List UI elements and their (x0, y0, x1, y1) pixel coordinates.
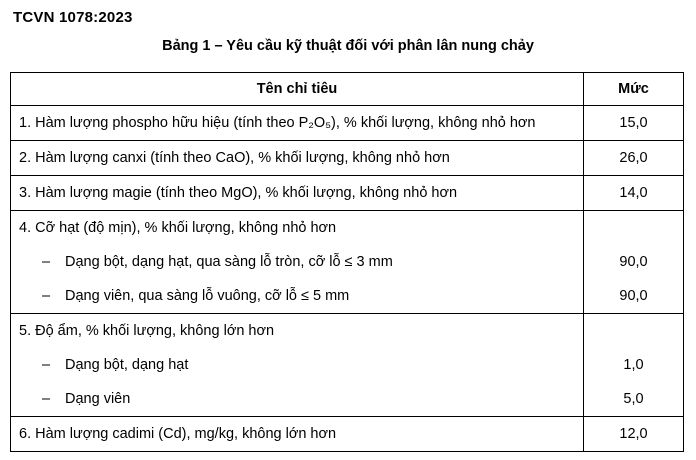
row-value: 26,0 (584, 141, 684, 176)
table-row (11, 211, 684, 314)
table-row (11, 314, 684, 417)
row-label: 3. Hàm lượng magie (tính theo MgO), % khối lượng, không nhỏ hơn (11, 176, 584, 211)
table-row (11, 417, 684, 452)
dash-mark: – (42, 357, 51, 373)
sub-item: – Dạng viên, qua sàng lỗ vuông, cỡ lỗ ≤ 5 mm (11, 279, 583, 313)
sub-item-value: 5,0 (623, 391, 644, 407)
table-header-row (11, 73, 684, 106)
sub-item: – Dạng viên (11, 382, 583, 416)
requirements-table (10, 72, 684, 452)
row-value (584, 211, 684, 314)
row-label: 1. Hàm lượng phospho hữu hiệu (tính theo P₂O₅), % khối lượng, không nhỏ hơn (11, 106, 584, 141)
row-label: 6. Hàm lượng cadimi (Cd), mg/kg, không lớn hơn (11, 417, 584, 452)
row-value: 14,0 (584, 176, 684, 211)
row-label: 4. Cỡ hạt (độ mịn), % khối lượng, không nhỏ hơn – Dạng bột, dạng hạt, qua sàng lỗ tròn, cỡ lỗ ≤ 3 mm – Dạng viên, qua sàng lỗ vuông, cỡ lỗ ≤ 5 mm (11, 211, 584, 314)
row-value (584, 314, 684, 417)
dash-mark: – (42, 288, 51, 304)
sub-item-value: 90,0 (619, 288, 648, 304)
standard-code: TCVN 1078:2023 (13, 9, 133, 26)
sub-item: – Dạng bột, dạng hạt (11, 348, 583, 382)
row-label: 2. Hàm lượng canxi (tính theo CaO), % khối lượng, không nhỏ hơn (11, 141, 584, 176)
row-value: 15,0 (584, 106, 684, 141)
dash-mark: – (42, 391, 51, 407)
table-title: Bảng 1 – Yêu cầu kỹ thuật đối với phân lân nung chảy (162, 38, 534, 54)
table-row (11, 176, 684, 211)
dash-mark: – (42, 254, 51, 270)
table-row (11, 106, 684, 141)
sub-item-value: 1,0 (623, 357, 644, 373)
column-header-criteria: Tên chỉ tiêu (11, 73, 584, 106)
sub-item-value: 90,0 (619, 254, 648, 270)
row-label: 5. Độ ẩm, % khối lượng, không lớn hơn – Dạng bột, dạng hạt – Dạng viên (11, 314, 584, 417)
row-value: 12,0 (584, 417, 684, 452)
column-header-level: Mức (584, 73, 684, 106)
sub-item: – Dạng bột, dạng hạt, qua sàng lỗ tròn, cỡ lỗ ≤ 3 mm (11, 245, 583, 279)
table-row (11, 141, 684, 176)
